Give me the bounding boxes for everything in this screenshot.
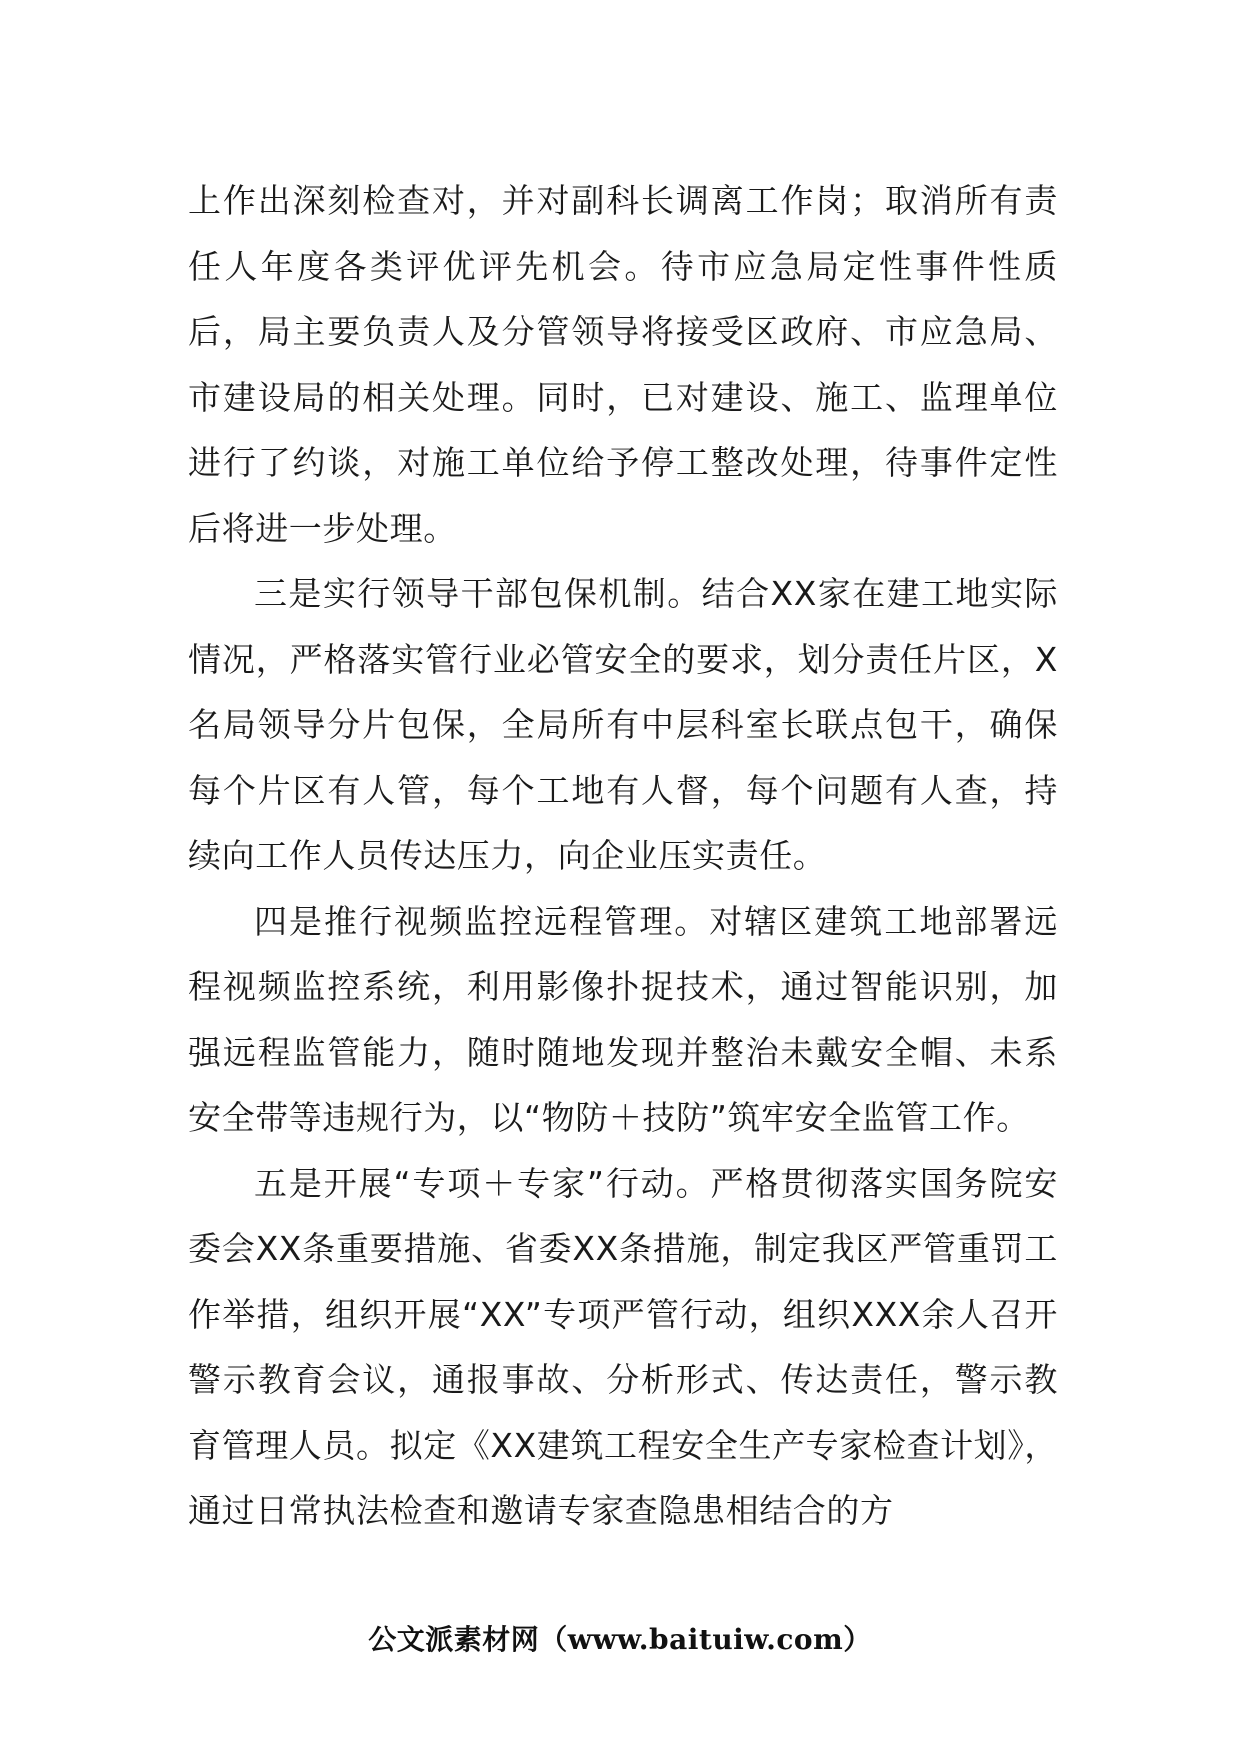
document-body: [188, 168, 1058, 1544]
footer-watermark: 公文派素材网（www.baituiw.com）: [368, 1623, 872, 1656]
paragraph-point-5: 五是开展“专项＋专家”行动。严格贯彻落实国务院安委会XX条重要措施、省委XX条措施，制定我区严管重罚工作举措，组织开展“XX”专项严管行动，组织XXX余人召开警示教育会议，通报事故、分析形式、传达责任，警示教育管理人员。拟定《XX建筑工程安全生产专家检查计划》，通过日常执法检查和邀请专家查隐患相结合的方: [188, 1163, 1058, 1530]
paragraph-point-4: 四是推行视频监控远程管理。对辖区建筑工地部署远程视频监控系统，利用影像扑捉技术，通过智能识别，加强远程监管能力，随时随地发现并整治未戴安全帽、未系安全带等违规行为，以“物防＋技防”筑牢安全监管工作。: [188, 901, 1058, 1137]
paragraph-continued: 上作出深刻检查对，并对副科长调离工作岗；取消所有责任人年度各类评优评先机会。待市应急局定性事件性质后，局主要负责人及分管领导将接受区政府、市应急局、市建设局的相关处理。同时，已对建设、施工、监理单位进行了约谈，对施工单位给予停工整改处理，待事件定性后将进一步处理。: [188, 181, 1058, 548]
paragraph-point-3: 三是实行领导干部包保机制。结合XX家在建工地实际情况，严格落实管行业必管安全的要求，划分责任片区，X名局领导分片包保，全局所有中层科室长联点包干，确保每个片区有人管，每个工地有人督，每个问题有人查，持续向工作人员传达压力，向企业压实责任。: [188, 574, 1058, 875]
